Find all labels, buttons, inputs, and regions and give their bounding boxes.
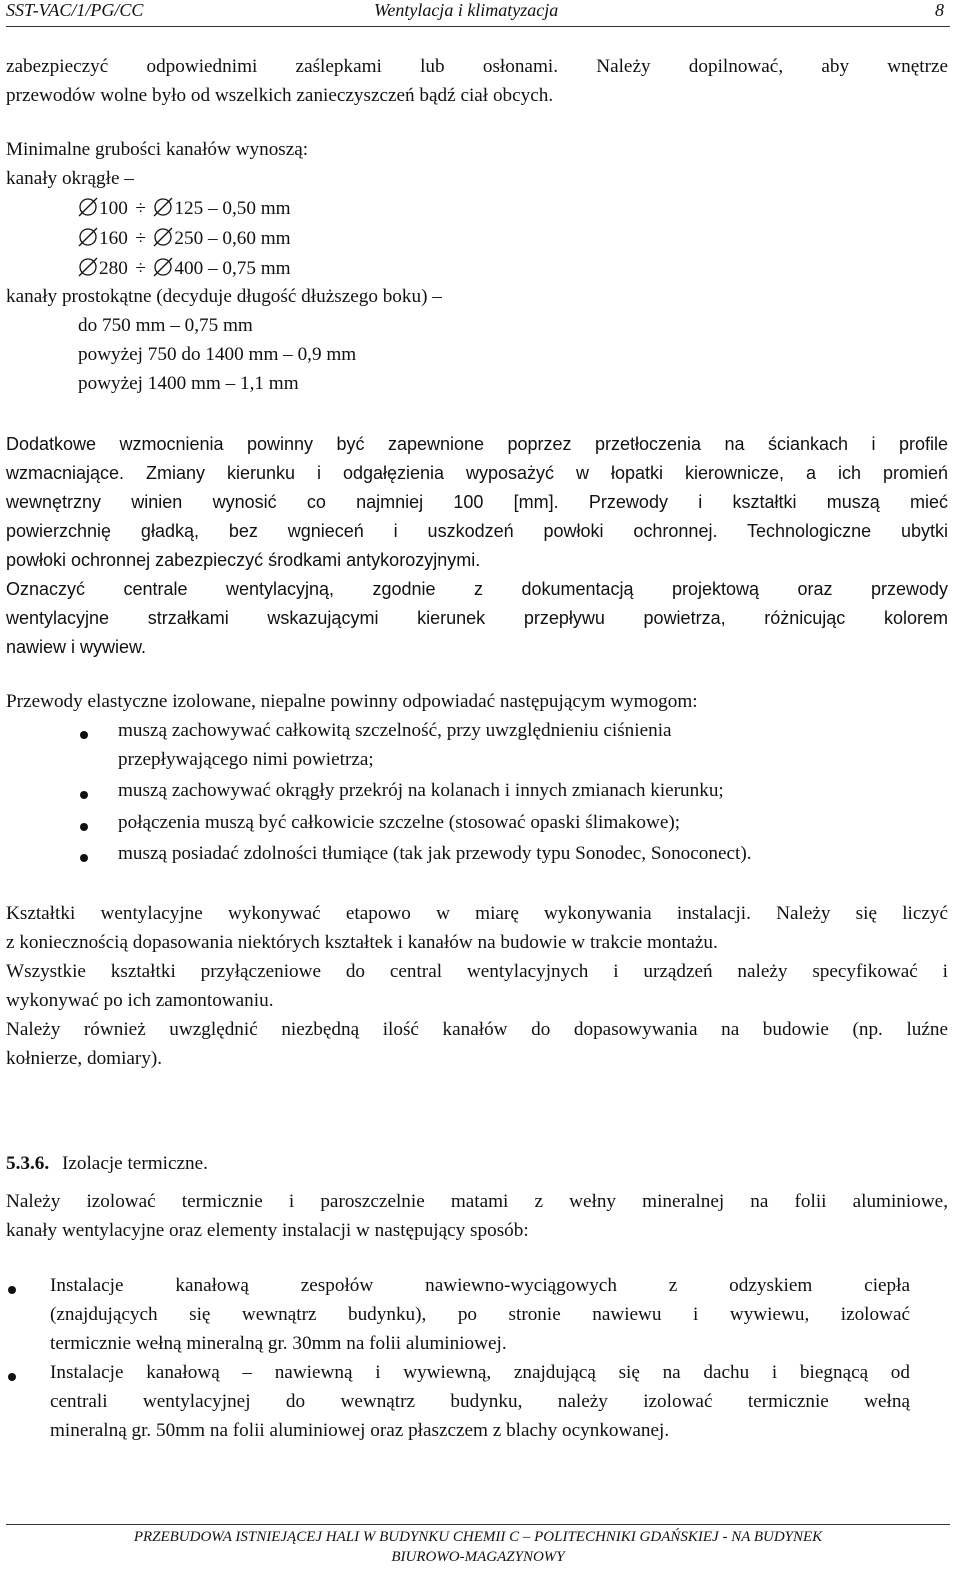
flexible-bullet-2-text: muszą zachowywać okrągły przekrój na kolanach i innych zmianach kierunku;	[118, 780, 724, 801]
bullet-dot	[80, 731, 88, 739]
bullet-dot	[80, 823, 88, 831]
section-title: Izolacje termiczne.	[61, 1153, 208, 1174]
round-item-3-from: 280	[99, 258, 128, 279]
insulation-bullet-1-line-1: Instalacje kanałową zespołów nawiewno-wyciągowych z odzyskiem ciepła	[50, 1275, 910, 1296]
diameter-icon	[78, 227, 98, 247]
flexible-bullet-1-line-1: muszą zachowywać całkowitą szczelność, przy uwzględnieniu ciśnienia	[118, 720, 672, 741]
document-code: SST-VAC/1/PG/CC	[6, 0, 144, 20]
fittings-line-1: Kształtki wentylacyjne wykonywać etapowo w miarę wykonywania instalacji. Należy się liczyć	[6, 903, 948, 924]
intro-line-2: przewodów wolne było od wszelkich zanieczyszczeń bądź ciał obcych.	[6, 85, 554, 106]
reinforcement-line-1: Dodatkowe wzmocnienia powinny być zapewnione poprzez przetłoczenia na ściankach i profile	[6, 434, 948, 454]
reinforcement-line-6: Oznaczyć centrale wentylacyjną, zgodnie z dokumentacją projektową oraz przewody	[6, 579, 948, 599]
page-footer	[6, 1524, 950, 1567]
rect-item-3: powyżej 1400 mm – 1,1 mm	[78, 373, 299, 394]
reinforcement-line-2: wzmacniające. Zmiany kierunku i odgałęzienia wyposażyć w łopatki kierownicze, a ich promień	[6, 463, 948, 483]
insulation-bullet-2-line-2: centrali wentylacyjnej do wewnątrz budynku, należy izolować termicznie wełną	[50, 1391, 910, 1412]
diameter-icon	[153, 227, 173, 247]
intro-line-1: zabezpieczyć odpowiednimi zaślepkami lub osłonami. Należy dopilnować, aby wnętrze	[6, 56, 948, 77]
round-item-3-to: 400	[174, 258, 204, 279]
round-item-3	[78, 257, 291, 280]
rect-item-2: powyżej 750 do 1400 mm – 0,9 mm	[78, 344, 357, 365]
section-number: 5.3.6.	[6, 1153, 50, 1174]
thickness-heading: Minimalne grubości kanałów wynoszą:	[6, 139, 309, 160]
round-item-2-value: – 0,60 mm	[207, 228, 291, 249]
flexible-bullet-4-text: muszą posiadać zdolności tłumiące (tak jak przewody typu Sonodec, Sonoconect).	[118, 843, 752, 864]
reinforcement-line-5: powłoki ochronnej zabezpieczyć środkami antykorozyjnymi.	[6, 550, 481, 570]
footer-line-1: PRZEBUDOWA ISTNIEJĄCEJ HALI W BUDYNKU CHEMII C – POLITECHNIKI GDAŃSKIEJ - NA BUDYNEK	[133, 1529, 823, 1545]
bullet-dot	[8, 1286, 16, 1294]
flexible-bullet-1-line-2: przepływającego nimi powietrza;	[118, 749, 374, 770]
round-item-2-from: 160	[99, 228, 128, 249]
fittings-line-4: wykonywać po ich zamontowaniu.	[6, 990, 274, 1011]
divide-sign: ÷	[135, 228, 146, 249]
bullet-dot	[80, 791, 88, 799]
insulation-bullet-2-line-3: mineralną gr. 50mm na folii aluminiowej oraz płaszczem z blachy ocynkowanej.	[50, 1420, 670, 1441]
round-item-1	[78, 197, 291, 220]
round-ducts-label: kanały okrągłe –	[6, 168, 134, 189]
round-item-2-to: 250	[174, 228, 204, 249]
insulation-bullet-1-line-2: (znajdujących się wewnątrz budynku), po stronie nawiewu i wywiewu, izolować	[50, 1304, 910, 1325]
round-item-1-value: – 0,50 mm	[207, 198, 291, 219]
flexible-intro: Przewody elastyczne izolowane, niepalne powinny odpowiadać następującym wymogom:	[6, 691, 698, 712]
diameter-icon	[78, 197, 98, 217]
section-line-1: Należy izolować termicznie i paroszczelnie matami z wełny mineralnej na folii aluminiowe,	[6, 1191, 948, 1212]
round-item-2	[78, 227, 291, 250]
rect-item-1: do 750 mm – 0,75 mm	[78, 315, 253, 336]
section-heading	[6, 1153, 208, 1175]
round-item-1-to: 125	[174, 198, 204, 219]
diameter-icon	[153, 197, 173, 217]
reinforcement-line-3: wewnętrzny winien wynosić co najmniej 100 [mm]. Przewody i kształtki muszą mieć	[6, 492, 948, 512]
insulation-bullet-2-line-1: Instalacje kanałową – nawiewną i wywiewną, znajdującą się na dachu i biegnącą od	[50, 1362, 910, 1383]
reinforcement-line-4: powierzchnię gładką, bez wgnieceń i uszkodzeń powłoki ochronnej. Technologiczne ubytki	[6, 521, 948, 541]
flexible-bullet-3-text: połączenia muszą być całkowicie szczelne (stosować opaski ślimakowe);	[118, 812, 681, 833]
fittings-line-6: kołnierze, domiary).	[6, 1048, 163, 1069]
reinforcement-line-7: wentylacyjne strzałkami wskazującymi kierunek przepływu powietrza, różnicując kolorem	[6, 608, 948, 628]
diameter-icon	[153, 257, 173, 277]
bullet-dot	[80, 854, 88, 862]
round-item-1-from: 100	[99, 198, 128, 219]
round-item-3-value: – 0,75 mm	[207, 258, 291, 279]
section-line-2: kanały wentylacyjne oraz elementy instalacji w następujący sposób:	[6, 1220, 529, 1241]
divide-sign: ÷	[135, 198, 146, 219]
document-title: Wentylacja i klimatyzacja	[374, 0, 559, 20]
divide-sign: ÷	[135, 258, 146, 279]
bullet-dot	[8, 1373, 16, 1381]
fittings-line-3: Wszystkie kształtki przyłączeniowe do central wentylacyjnych i urządzeń należy specyfikować i	[6, 961, 948, 982]
page-header	[6, 0, 950, 27]
insulation-bullet-1-line-3: termicznie wełną mineralną gr. 30mm na folii aluminiowej.	[50, 1333, 507, 1354]
page-number: 8	[935, 0, 944, 20]
diameter-icon	[78, 257, 98, 277]
rect-ducts-label: kanały prostokątne (decyduje długość dłuższego boku) –	[6, 286, 442, 307]
footer-line-2: BIUROWO-MAGAZYNOWY	[391, 1549, 565, 1565]
fittings-line-2: z koniecznością dopasowania niektórych kształtek i kanałów na budowie w trakcie montażu.	[6, 932, 718, 953]
reinforcement-line-8: nawiew i wywiew.	[6, 637, 147, 657]
fittings-line-5: Należy również uwzględnić niezbędną ilość kanałów do dopasowywania na budowie (np. luźne	[6, 1019, 948, 1040]
